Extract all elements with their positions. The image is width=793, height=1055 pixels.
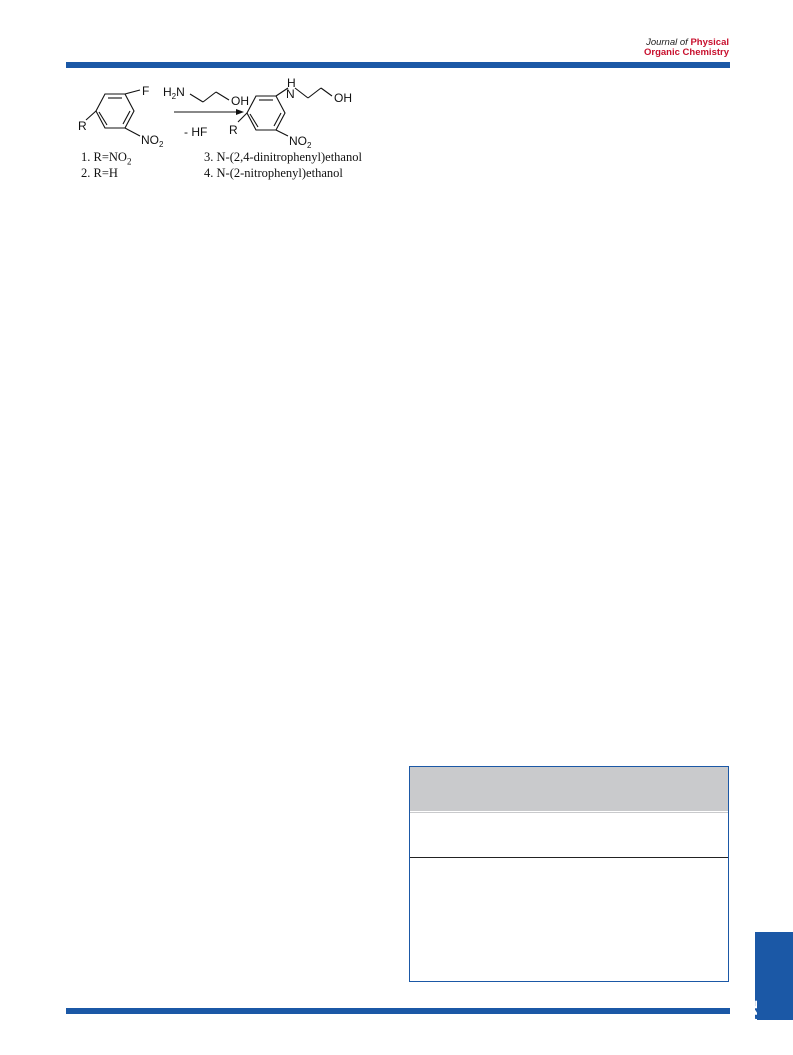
reaction-arrow-head <box>236 109 244 115</box>
reactant-no2: $NO_2$ <box>141 133 164 149</box>
condition-hf: - HF <box>184 125 208 139</box>
page-number-tab <box>755 932 793 1020</box>
reactant-f: F <box>142 84 150 98</box>
table-header-rule <box>410 812 728 813</box>
table-body-rule <box>410 857 728 858</box>
product-oh: OH <box>334 91 352 105</box>
reactant-r: R <box>78 119 87 133</box>
reagent-oh: OH <box>231 94 249 108</box>
journal-prefix: Journal of <box>646 37 688 48</box>
product-n: N <box>286 87 295 101</box>
header-rule <box>66 62 730 68</box>
table-header <box>410 767 728 811</box>
label-2: 2. R=H <box>81 166 118 180</box>
table-box <box>409 766 729 982</box>
footer-rule <box>66 1008 730 1014</box>
page-number: 715 <box>742 1000 759 1027</box>
journal-word-physical: Physical <box>690 37 729 48</box>
label-3: 3. N-(2,4-dinitrophenyl)ethanol <box>204 150 362 164</box>
label-4: 4. N-(2-nitrophenyl)ethanol <box>204 166 343 180</box>
journal-line2: Organic Chemistry <box>644 47 729 58</box>
product-r: R <box>229 123 238 137</box>
label-1: 1. $R=NO_2$ <box>81 150 132 167</box>
reagent-amine: $H_2N$ <box>163 85 185 101</box>
journal-logo <box>644 38 729 58</box>
product-h: H <box>287 78 296 90</box>
product-no2: $NO_2$ <box>289 134 312 150</box>
